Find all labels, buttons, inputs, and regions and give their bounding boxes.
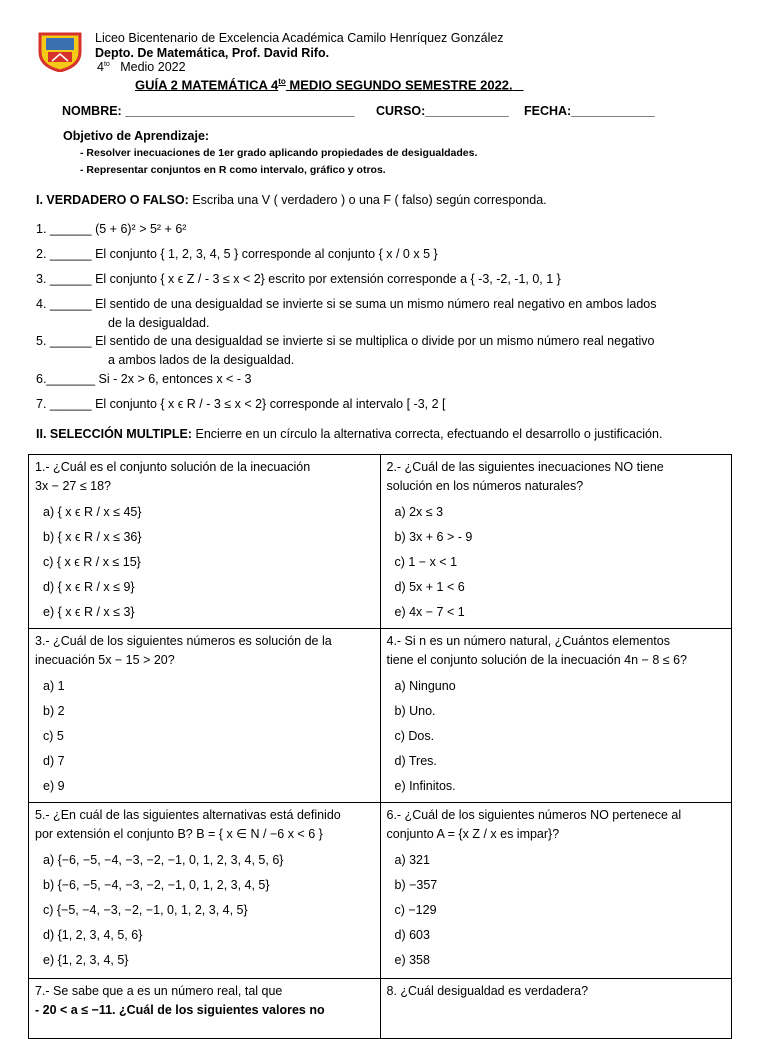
question-2: 2.- ¿Cuál de las siguientes inecuaciones NO tiene solución en los números naturales? a) 2x ≤ 3 b) 3x + 6 > - 9 c) 1 − x < 1 d) 5x + 1 < 6 e) 4x − 7 < 1 bbox=[380, 455, 732, 629]
question-5: 5.- ¿En cuál de las siguientes alternativas está definido por extensión el conjunto B? B = { x ∈ N / −6 x < 6 } a) {−6, −5, −4, −3, −2, −1, 0, 1, 2, 3, 4, 5, 6} b) {−6, −5, −4, −3, −2, −1, 0, 1, 2, 3, 4, 5} c) {−5, −4, −3, −2, −1, 0, 1, 2, 3, 4, 5} d) {1, 2, 3, 4, 5, 6} e) {1, 2, 3, 4, 5} bbox=[29, 803, 381, 979]
option[interactable]: e) 4x − 7 < 1 bbox=[394, 605, 465, 619]
school-name: Liceo Bicentenario de Excelencia Académica Camilo Henríquez González bbox=[95, 31, 504, 45]
option[interactable]: d) 7 bbox=[43, 754, 65, 768]
school-logo bbox=[36, 30, 84, 72]
option[interactable]: b) Uno. bbox=[394, 704, 436, 718]
tf-item-1: 1. ______ (5 + 6)² > 5² + 6² bbox=[36, 222, 187, 236]
option[interactable]: d) {1, 2, 3, 4, 5, 6} bbox=[43, 928, 143, 942]
date-field[interactable]: FECHA:____________ bbox=[524, 104, 655, 118]
option[interactable]: c) 1 − x < 1 bbox=[394, 555, 458, 569]
course-field[interactable]: CURSO:____________ bbox=[376, 104, 509, 118]
page-title: GUÍA 2 MATEMÁTICA $4^{to}$ MEDIO SEGUNDO SEMESTRE 2022. bbox=[135, 77, 513, 93]
tf-item-7: 7. ______ El conjunto { x ϵ R / - 3 ≤ x < 2} corresponde al intervalo [ -3, 2 [ bbox=[36, 397, 446, 411]
option[interactable]: d) { x ϵ R / x ≤ 9} bbox=[43, 580, 135, 594]
option[interactable]: a) 2x ≤ 3 bbox=[394, 505, 444, 519]
option[interactable]: e) 9 bbox=[43, 779, 65, 793]
tf-item-5: 5. ______ El sentido de una desigualdad se invierte si se multiplica o divide por un mismo número real negativo bbox=[36, 334, 655, 348]
option[interactable]: b) −357 bbox=[394, 878, 438, 892]
option[interactable]: c) {−5, −4, −3, −2, −1, 0, 1, 2, 3, 4, 5} bbox=[43, 903, 248, 917]
objective-title: Objetivo de Aprendizaje: bbox=[63, 129, 210, 143]
option[interactable]: c) Dos. bbox=[394, 729, 435, 743]
question-6: 6.- ¿Cuál de los siguientes números NO pertenece al conjunto A = {x Z / x es impar}? a) 321 b) −357 c) −129 d) 603 e) 358 bbox=[380, 803, 732, 979]
option[interactable]: e) 358 bbox=[394, 953, 430, 967]
section2-heading: II. SELECCIÓN MULTIPLE: Encierre en un círculo la alternativa correcta, efectuando el desarrollo o justificación. bbox=[36, 427, 663, 441]
tf-item-6: 6._______ Si - 2x > 6, entonces x < - 3 bbox=[36, 372, 252, 386]
option[interactable]: d) Tres. bbox=[394, 754, 437, 768]
tf-item-5-cont: a ambos lados de la desigualdad. bbox=[108, 353, 295, 367]
option[interactable]: d) 5x + 1 < 6 bbox=[394, 580, 465, 594]
option[interactable]: a) 321 bbox=[394, 853, 430, 867]
option[interactable]: a) { x ϵ R / x ≤ 45} bbox=[43, 505, 142, 519]
question-7: 7.- Se sabe que a es un número real, tal que - 20 < a ≤ −11. ¿Cuál de los siguientes valores no bbox=[29, 979, 381, 1039]
objective-item: - Resolver inecuaciones de 1er grado aplicando propiedades de desigualdades. bbox=[80, 147, 478, 159]
course-level: $4^{to}$ Medio 2022 bbox=[97, 60, 186, 74]
tf-item-3: 3. ______ El conjunto { x ϵ Z / - 3 ≤ x < 2} escrito por extensión corresponde a { -3, -2, -1, 0, 1 } bbox=[36, 272, 561, 286]
question-4: 4.- Si n es un número natural, ¿Cuántos elementos tiene el conjunto solución de la inecuación 4n − 8 ≤ 6? a) Ninguno b) Uno. c) Dos. d) Tres. e) Infinitos. bbox=[380, 629, 732, 803]
name-field[interactable]: NOMBRE: _________________________________ bbox=[62, 104, 355, 118]
option[interactable]: a) Ninguno bbox=[394, 679, 456, 693]
option[interactable]: a) 1 bbox=[43, 679, 65, 693]
tf-item-4-cont: de la desigualdad. bbox=[108, 316, 210, 330]
option[interactable]: b) 3x + 6 > - 9 bbox=[394, 530, 473, 544]
question-3: 3.- ¿Cuál de los siguientes números es solución de la inecuación 5x − 15 > 20? a) 1 b) 2 c) 5 d) 7 e) 9 bbox=[29, 629, 381, 803]
department: Depto. De Matemática, Prof. David Rifo. bbox=[95, 46, 330, 60]
objective-item: - Representar conjuntos en R como intervalo, gráfico y otros. bbox=[80, 164, 386, 176]
tf-item-4: 4. ______ El sentido de una desigualdad se invierte si se suma un mismo número real negativo en ambos lados bbox=[36, 297, 657, 311]
option[interactable]: d) 603 bbox=[394, 928, 430, 942]
option[interactable]: c) 5 bbox=[43, 729, 64, 743]
option[interactable]: e) Infinitos. bbox=[394, 779, 456, 793]
tf-item-2: 2. ______ El conjunto { 1, 2, 3, 4, 5 } corresponde al conjunto { x / 0 x 5 } bbox=[36, 247, 438, 261]
question-8: 8. ¿Cuál desigualdad es verdadera? bbox=[380, 979, 732, 1039]
option[interactable]: e) {1, 2, 3, 4, 5} bbox=[43, 953, 129, 967]
multiple-choice-grid bbox=[28, 454, 732, 1039]
section1-heading: I. VERDADERO O FALSO: Escriba una V ( verdadero ) o una F ( falso) según corresponda. bbox=[36, 193, 547, 207]
option[interactable]: c) −129 bbox=[394, 903, 437, 917]
option[interactable]: b) 2 bbox=[43, 704, 65, 718]
option[interactable]: a) {−6, −5, −4, −3, −2, −1, 0, 1, 2, 3, 4, 5, 6} bbox=[43, 853, 284, 867]
option[interactable]: b) {−6, −5, −4, −3, −2, −1, 0, 1, 2, 3, 4, 5} bbox=[43, 878, 270, 892]
option[interactable]: e) { x ϵ R / x ≤ 3} bbox=[43, 605, 135, 619]
option[interactable]: c) { x ϵ R / x ≤ 15} bbox=[43, 555, 141, 569]
option[interactable]: b) { x ϵ R / x ≤ 36} bbox=[43, 530, 142, 544]
question-1: 1.- ¿Cuál es el conjunto solución de la inecuación 3x − 27 ≤ 18? a) { x ϵ R / x ≤ 45} b) { x ϵ R / x ≤ 36} c) { x ϵ R / x ≤ 15} d) { x ϵ R / x ≤ 9} e) { x ϵ R / x ≤ 3} bbox=[29, 455, 381, 629]
